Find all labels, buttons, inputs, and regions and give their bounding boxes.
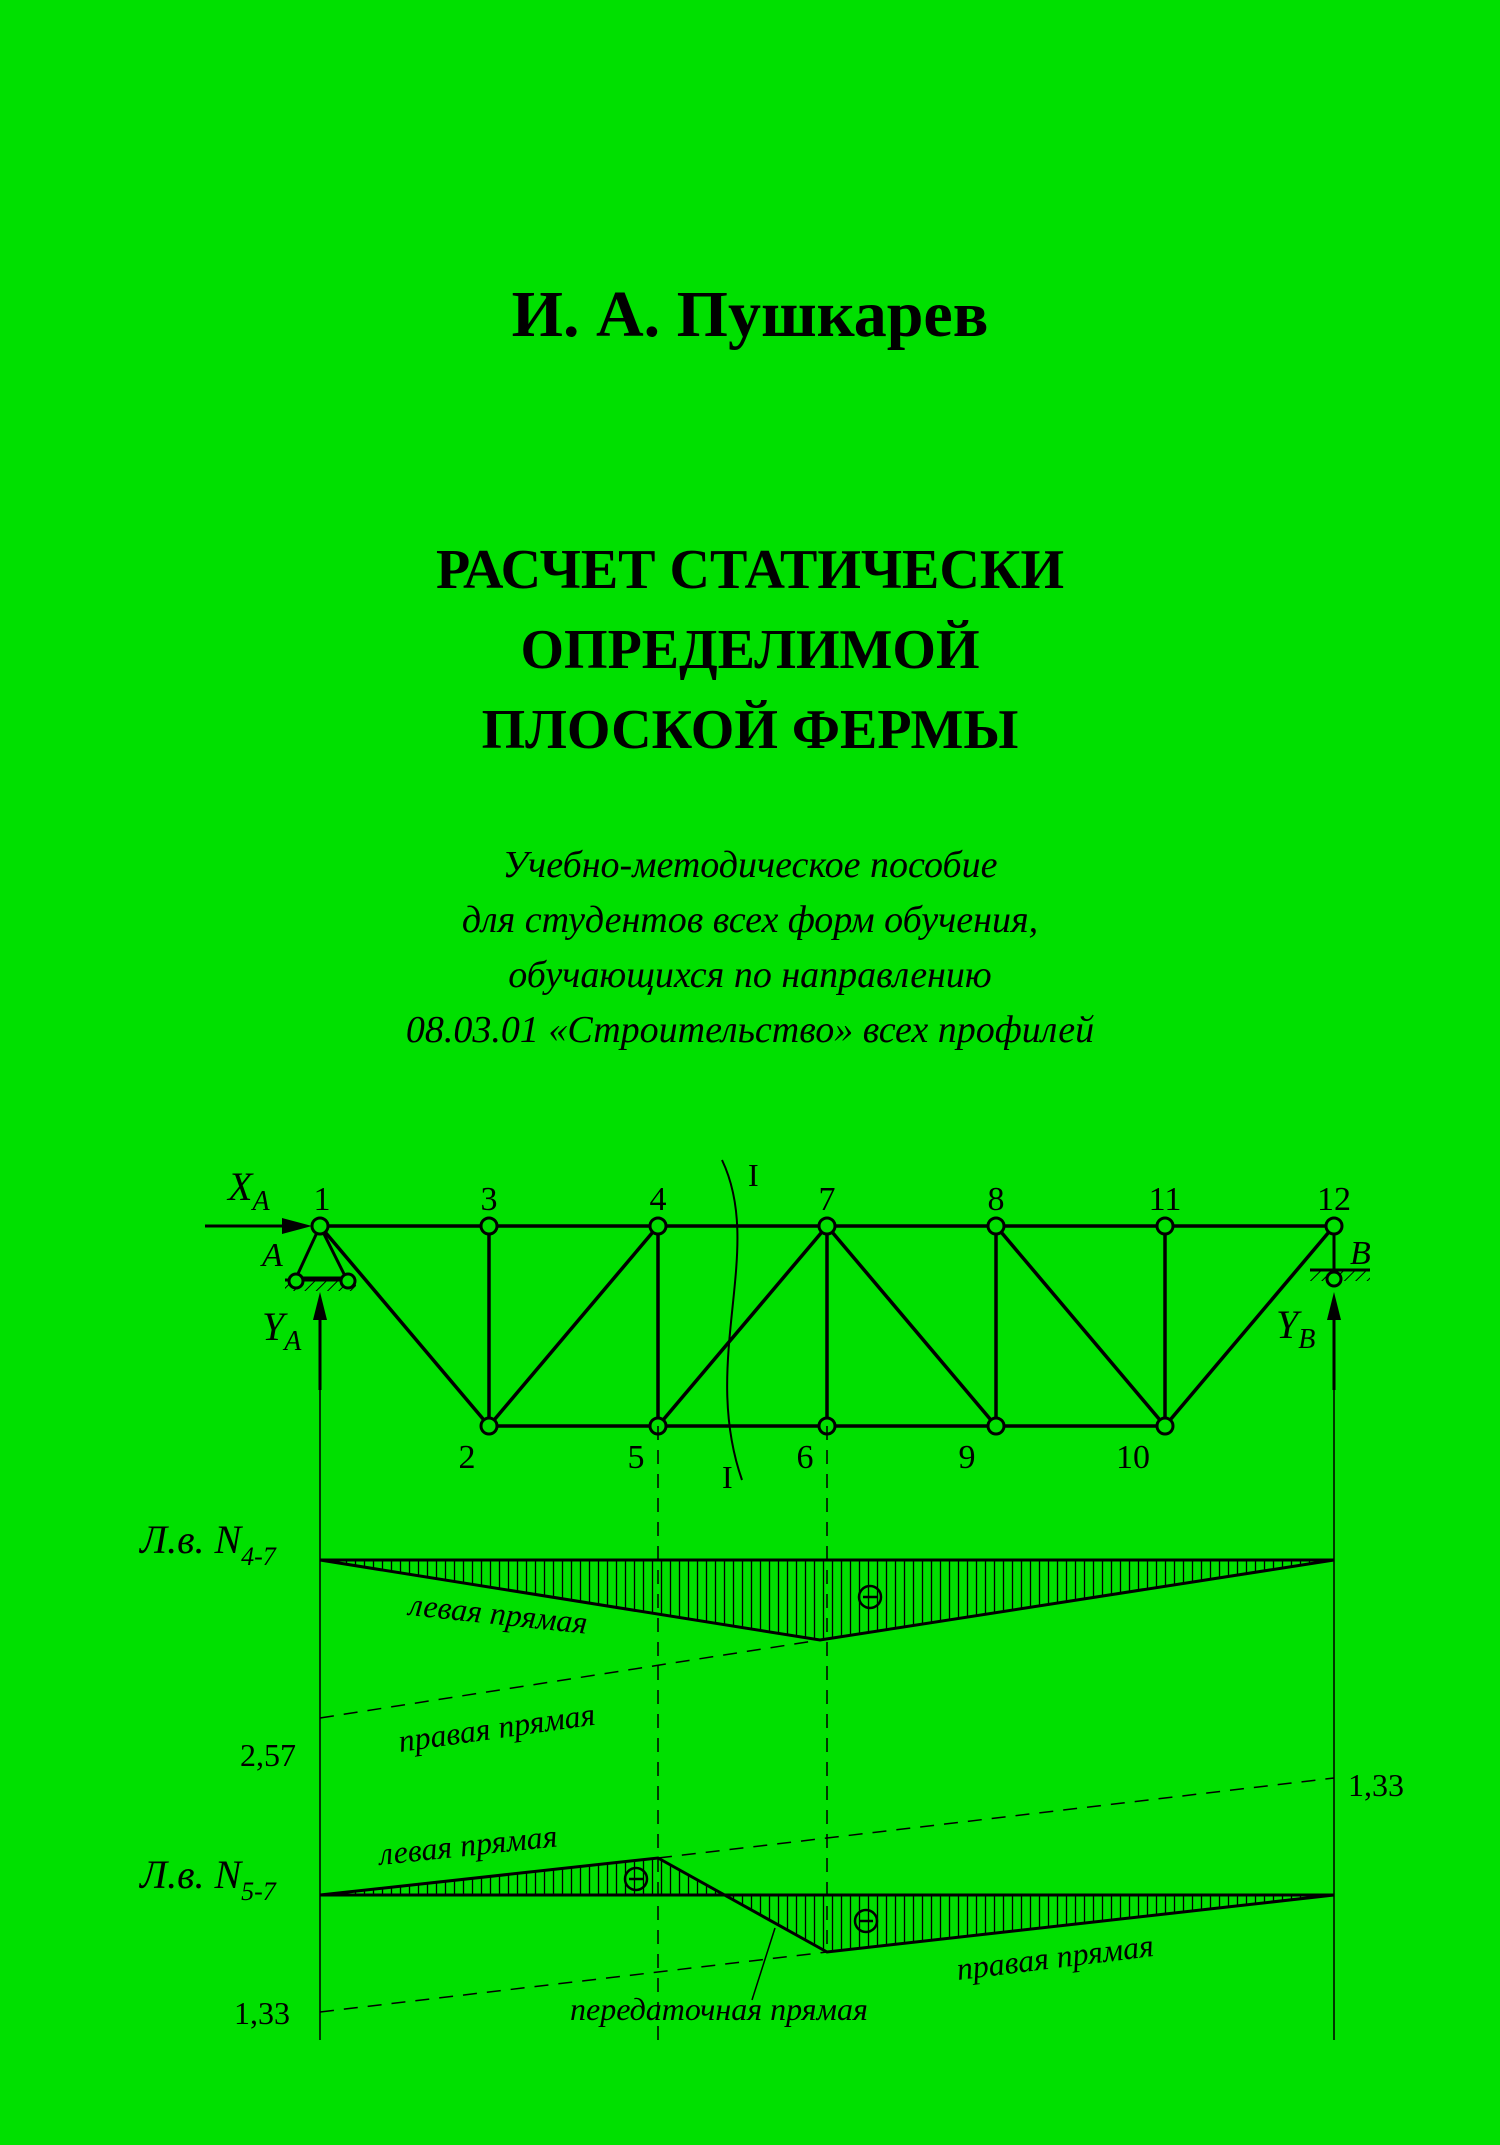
node-label-9: 9	[958, 1439, 976, 1476]
node-label-6: 6	[796, 1439, 814, 1476]
support-a-label: A	[262, 1237, 283, 1274]
lv2-right-line-label: правая прямая	[954, 1927, 1156, 1987]
title-line-1: РАСЧЕТ СТАТИЧЕСКИ	[435, 539, 1065, 601]
subtitle-line-3: обучающихся по направлению	[508, 954, 992, 996]
node-3	[481, 1218, 497, 1234]
subtitle-line-1: Учебно-методическое пособие	[502, 844, 998, 886]
node-12	[1326, 1218, 1342, 1234]
node-label-5: 5	[627, 1439, 645, 1476]
author-name: И. А. Пушкарев	[511, 278, 989, 351]
reaction-yb-label	[1276, 1302, 1315, 1355]
reaction-xa-main: X	[228, 1164, 253, 1209]
reaction-ya-sub: A	[284, 1326, 302, 1357]
member-2-4	[489, 1226, 658, 1426]
lv1-right-line-label: правая прямая	[395, 1695, 598, 1759]
reaction-yb-main: Y	[1276, 1302, 1299, 1347]
node-label-7: 7	[818, 1181, 836, 1218]
node-label-3: 3	[480, 1181, 498, 1218]
member-1-2	[320, 1226, 489, 1426]
member-8-10	[996, 1226, 1165, 1426]
member-7-9	[827, 1226, 996, 1426]
section-label-bottom: I	[722, 1459, 733, 1495]
lv-n5-7-title	[138, 1852, 277, 1906]
node-label-10: 10	[1116, 1439, 1150, 1476]
node-9	[988, 1418, 1004, 1434]
node-label-11: 11	[1148, 1181, 1182, 1218]
node-label-2: 2	[458, 1439, 476, 1476]
node-8	[988, 1218, 1004, 1234]
node-label-8: 8	[987, 1181, 1005, 1218]
lv-n4-7-title	[138, 1517, 277, 1571]
subtitle-line-2: для студентов всех форм обучения,	[461, 899, 1039, 941]
reaction-ya-main: Y	[262, 1304, 285, 1349]
value-1-33-left: 1,33	[234, 1995, 290, 2031]
node-label-12: 12	[1317, 1181, 1351, 1218]
title-line-2: ОПРЕДЕЛИМОЙ	[520, 619, 980, 681]
reaction-arrows	[205, 1218, 1341, 1390]
node-10	[1157, 1418, 1173, 1434]
node-7	[819, 1218, 835, 1234]
section-label-top: I	[748, 1157, 759, 1193]
node-label-4: 4	[649, 1181, 667, 1218]
node-2	[481, 1418, 497, 1434]
reaction-ya-label	[262, 1304, 302, 1357]
title-line-3: ПЛОСКОЙ ФЕРМЫ	[481, 699, 1019, 761]
member-5-7	[658, 1226, 827, 1426]
value-1-33-right: 1,33	[1348, 1767, 1404, 1803]
section-line	[722, 1160, 742, 1480]
reaction-xa-label	[226, 1164, 270, 1217]
node-11	[1157, 1218, 1173, 1234]
reaction-yb-sub: B	[1298, 1324, 1316, 1355]
subtitle-line-4: 08.03.01 «Строительство» всех профилей	[405, 1009, 1095, 1051]
support-b-label: B	[1350, 1235, 1371, 1272]
value-2-57: 2,57	[240, 1737, 296, 1773]
truss	[320, 1226, 1334, 1426]
lv-n4-7-prefix: Л.в. N	[140, 1517, 242, 1562]
lv-n5-7-prefix: Л.в. N	[140, 1852, 242, 1897]
node-1	[312, 1218, 328, 1234]
node-4	[650, 1218, 666, 1234]
lv2-left-line-label: левая прямая	[376, 1817, 559, 1872]
lv-n4-7-sub: 4-7	[241, 1542, 276, 1571]
lv1-left-line-label: левая прямая	[407, 1586, 590, 1641]
node-label-1: 1	[313, 1181, 331, 1218]
lv-n5-7-sub: 5-7	[241, 1877, 276, 1906]
reaction-xa-sub: A	[252, 1186, 270, 1217]
transfer-line-label: передаточная прямая	[570, 1991, 868, 2027]
